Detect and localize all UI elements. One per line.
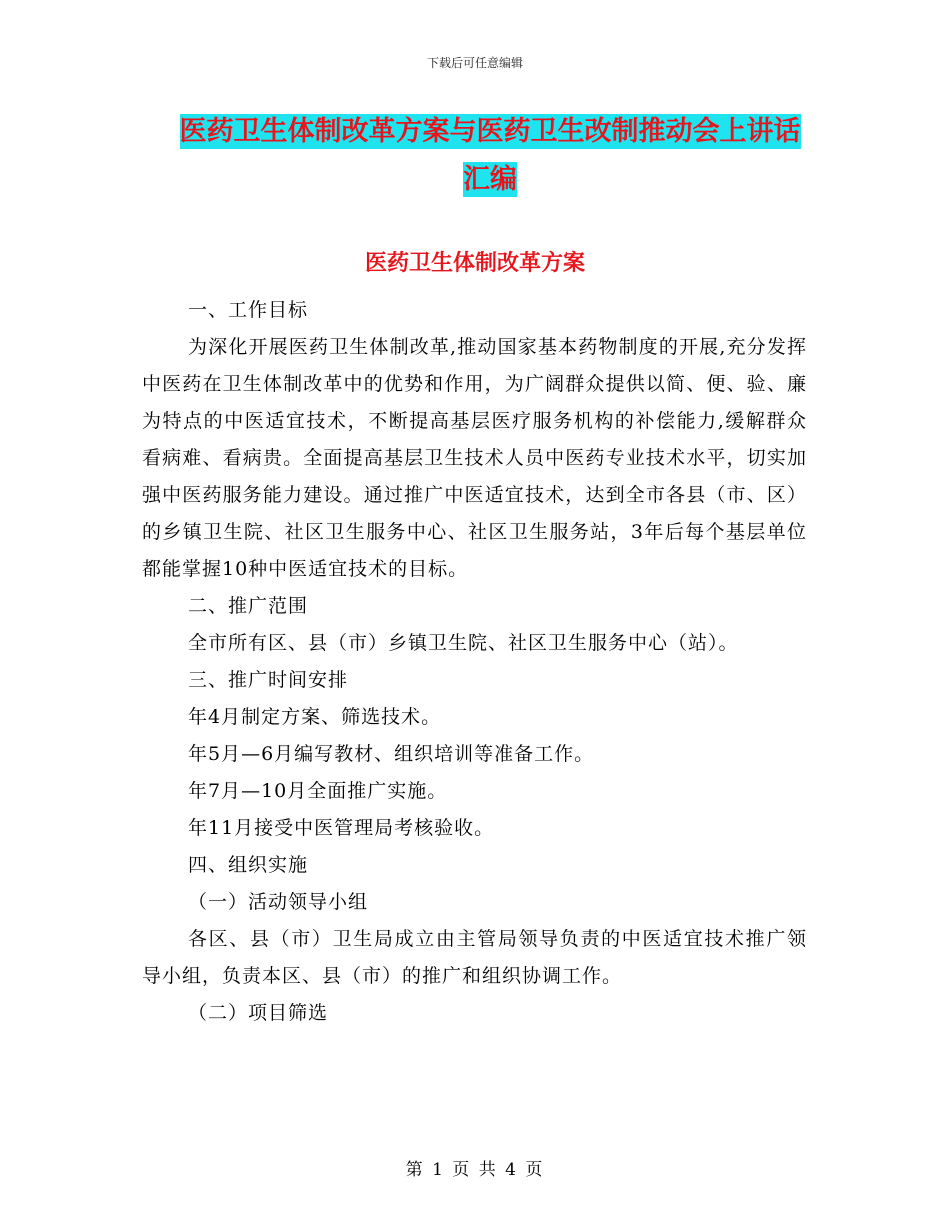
- section-title: 医药卫生体制改革方案: [364, 251, 585, 276]
- schedule-item-april: 年4月制定方案、筛选技术。: [188, 706, 442, 728]
- schedule-item-november: 年11月接受中医管理局考核验收。: [188, 817, 495, 839]
- paragraph-work-goals: 为深化开展医药卫生体制改革,推动国家基本药物制度的开展,充分发挥中医药在卫生体制改革中的优势和作用，为广阔群众提供以简、便、验、廉为特点的中医适宜技术，不断提高基层医疗服务机构的补偿能力,缓解群众看病难、看病贵。全面提高基层卫生技术人员中医药专业技术水平，切实加强中医药服务能力建设。通过推广中医适宜技术，达到全市各县（市、区）的乡镇卫生院、社区卫生服务中心、社区卫生服务站，3年后每个基层单位都能掌握10种中医适宜技术的目标。: [142, 336, 807, 580]
- document-title-line-1: 医药卫生体制改革方案与医药卫生改制推动会上讲话: [179, 116, 801, 147]
- header-note: 下载后可任意编辑: [426, 56, 523, 70]
- heading-work-goals: 一、工作目标: [188, 299, 309, 321]
- heading-promotion-scope: 二、推广范围: [188, 595, 309, 617]
- schedule-item-may-june: 年5月—6月编写教材、组织培训等准备工作。: [188, 743, 595, 765]
- document-title-line-2: 汇编: [463, 164, 517, 195]
- subheading-leading-group: （一）活动领导小组: [188, 891, 369, 913]
- heading-schedule: 三、推广时间安排: [188, 669, 349, 691]
- paragraph-leading-group: 各区、县（市）卫生局成立由主管局领导负责的中医适宜技术推广领导小组，负责本区、县（市）的推广和组织协调工作。: [142, 928, 807, 987]
- document-body: [142, 292, 807, 1032]
- page-footer: 第 1 页 共 4 页: [405, 1160, 545, 1180]
- paragraph-promotion-scope: 全市所有区、县（市）乡镇卫生院、社区卫生服务中心（站）。: [188, 632, 739, 654]
- subheading-project-selection: （二）项目筛选: [188, 1002, 329, 1024]
- schedule-item-july-october: 年7月—10月全面推广实施。: [188, 780, 448, 802]
- document-title: [140, 108, 840, 204]
- heading-organization: 四、组织实施: [188, 854, 309, 876]
